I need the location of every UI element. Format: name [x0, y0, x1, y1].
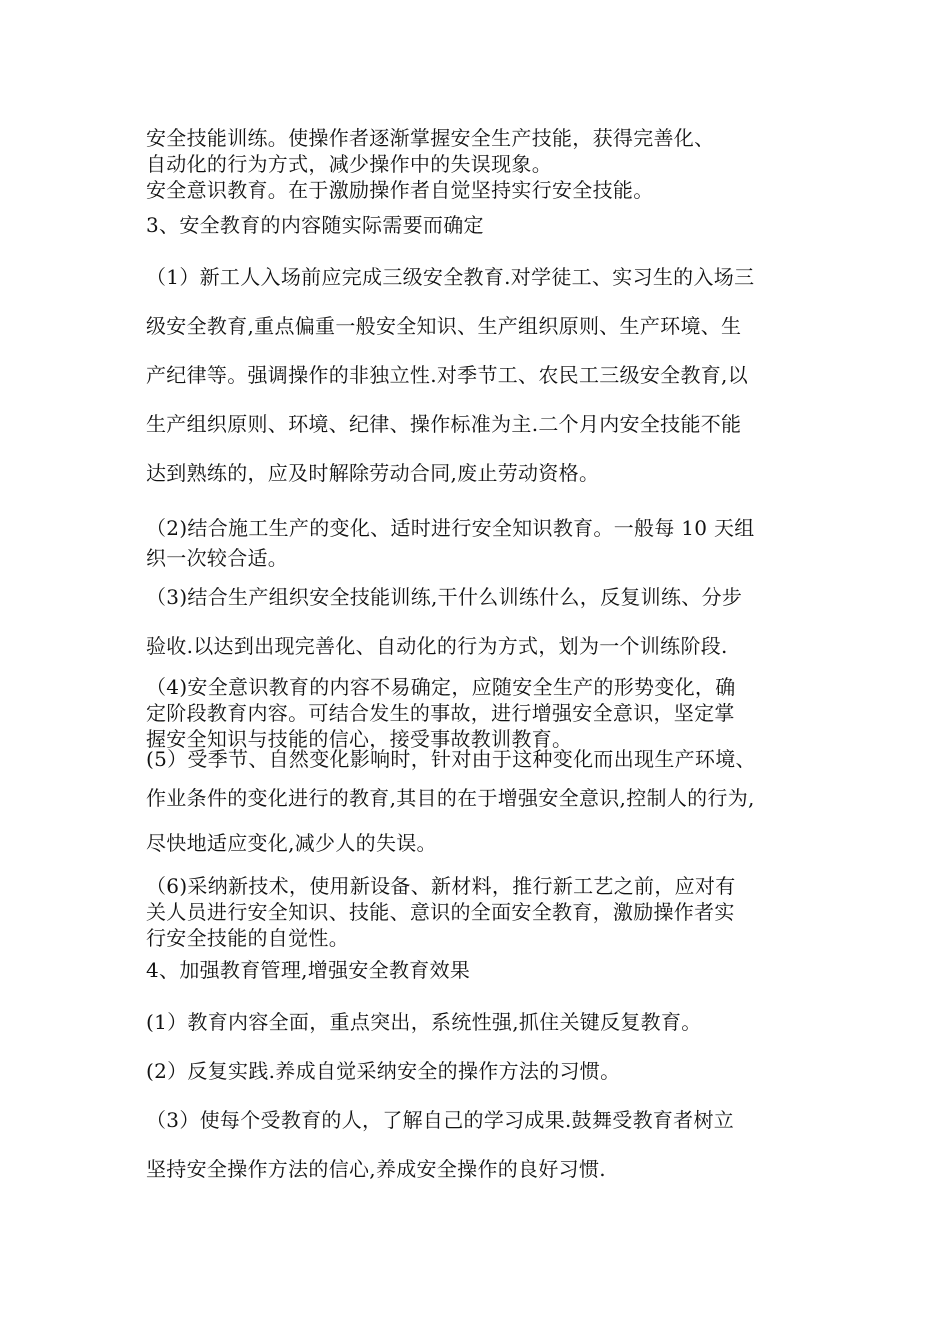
text-line: 织一次较合适。	[146, 546, 289, 570]
text-line: 达到熟练的，应及时解除劳动合同,废止劳动资格。	[146, 461, 600, 485]
text-line: 验收.以达到出现完善化、自动化的行为方式，划为一个训练阶段.	[146, 634, 728, 658]
text-line: 安全意识教育。在于激励操作者自觉坚持实行安全技能。	[146, 178, 654, 202]
section-heading: 3、安全教育的内容随实际需要而确定	[146, 213, 484, 237]
text-line: 生产组织原则、环境、纪律、操作标准为主.二个月内安全技能不能	[146, 412, 742, 436]
text-line: （4)安全意识教育的内容不易确定，应随安全生产的形势变化，确	[146, 675, 736, 699]
text-line: (1）教育内容全面，重点突出，系统性强,抓住关键反复教育。	[146, 1010, 702, 1034]
text-line: 握安全知识与技能的信心，接受事故教训教育。	[146, 727, 573, 751]
text-line: （1）新工人入场前应完成三级安全教育.对学徒工、实习生的入场三	[146, 265, 755, 289]
text-line: 行安全技能的自觉性。	[146, 926, 349, 950]
text-line: 产纪律等。强调操作的非独立性.对季节工、农民工三级安全教育,以	[146, 363, 749, 387]
text-line: (5）受季节、自然变化影响时，针对由于这种变化而出现生产环境、	[146, 747, 756, 771]
text-line: （3)结合生产组织安全技能训练,干什么训练什么，反复训练、分步	[146, 585, 743, 609]
text-line: 关人员进行安全知识、技能、意识的全面安全教育，激励操作者实	[146, 900, 735, 924]
text-line: (2）反复实践.养成自觉采纳安全的操作方法的习惯。	[146, 1059, 621, 1083]
text-line: （6)采纳新技术，使用新设备、新材料，推行新工艺之前，应对有	[146, 874, 736, 898]
text-line: 自动化的行为方式，减少操作中的失误现象。	[146, 152, 552, 176]
text-line: （3）使每个受教育的人，了解自己的学习成果.鼓舞受教育者树立	[146, 1108, 735, 1132]
text-line: 尽快地适应变化,减少人的失误。	[146, 831, 437, 855]
text-line: 级安全教育,重点偏重一般安全知识、生产组织原则、生产环境、生	[146, 314, 742, 338]
section-heading: 4、加强教育管理,增强安全教育效果	[146, 958, 471, 982]
text-line: 坚持安全操作方法的信心,养成安全操作的良好习惯.	[146, 1157, 606, 1181]
text-line: （2)结合施工生产的变化、适时进行安全知识教育。一般每 10 天组	[146, 516, 755, 540]
text-line: 作业条件的变化进行的教育,其目的在于增强安全意识,控制人的行为,	[146, 786, 755, 810]
text-line: 安全技能训练。使操作者逐渐掌握安全生产技能，获得完善化、	[146, 126, 715, 150]
text-line: 定阶段教育内容。可结合发生的事故，进行增强安全意识，坚定掌	[146, 701, 735, 725]
